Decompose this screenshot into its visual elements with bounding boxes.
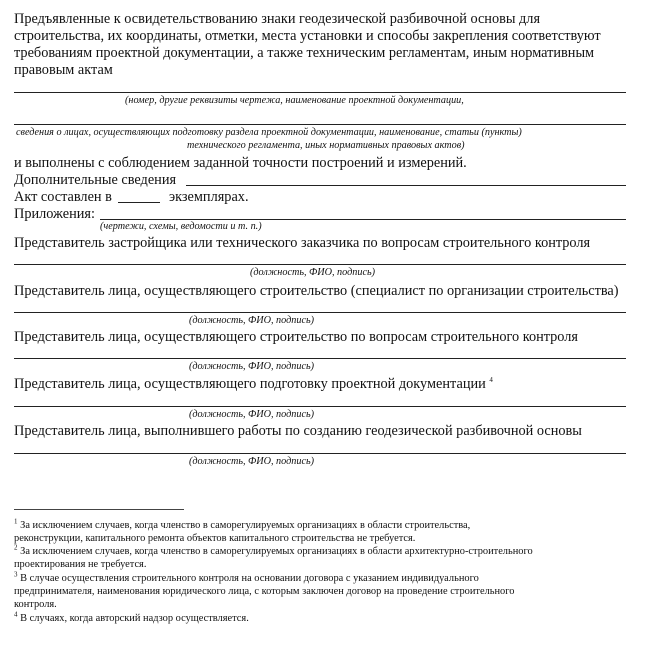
representative-2-label: Представитель лица, осуществляющего строительство (специалист по организации строительства) xyxy=(14,283,619,299)
preparer-info-caption-2: технического регламента, иных нормативных правовых актов) xyxy=(187,140,465,151)
representative-1-signature-line[interactable] xyxy=(14,264,626,265)
representative-5-caption: (должность, ФИО, подпись) xyxy=(189,456,315,467)
drawing-details-line[interactable] xyxy=(14,92,626,93)
footnote-4-number: 4 xyxy=(14,610,18,619)
preparer-info-line[interactable] xyxy=(14,124,626,125)
footnote-2-line-1 xyxy=(14,543,533,557)
footnote-1-number: 1 xyxy=(14,517,18,526)
accuracy-statement: и выполнены с соблюдением заданной точности построений и измерений. xyxy=(14,155,467,171)
footnote-1-text-1: За исключением случаев, когда членство в саморегулируемых организациях в области строительства, xyxy=(20,520,471,531)
representative-3-caption: (должность, ФИО, подпись) xyxy=(189,361,315,372)
footnote-1-line-1 xyxy=(14,517,471,531)
representative-5-signature-line[interactable] xyxy=(14,453,626,454)
footnote-3-number: 3 xyxy=(14,570,18,579)
attachments-line[interactable] xyxy=(100,219,626,220)
representative-1-caption: (должность, ФИО, подпись) xyxy=(250,267,376,278)
representative-5-label: Представитель лица, выполнившего работы по созданию геодезической разбивочной основы xyxy=(14,423,582,439)
representative-1-label: Представитель застройщика или технического заказчика по вопросам строительного контроля xyxy=(14,235,591,251)
footnote-3-line-1 xyxy=(14,570,479,584)
intro-line-4: правовым актам xyxy=(14,62,113,78)
representative-4-caption: (должность, ФИО, подпись) xyxy=(189,409,315,420)
representative-3-signature-line[interactable] xyxy=(14,358,626,359)
footnote-2-number: 2 xyxy=(14,543,18,552)
footnote-1-line-2: реконструкции, капитального ремонта объектов капитального строительства не требуется. xyxy=(14,533,416,544)
representative-3-label: Представитель лица, осуществляющего строительство по вопросам строительного контроля xyxy=(14,329,578,345)
footnote-3-line-3: контроля. xyxy=(14,599,57,610)
representative-4-footnote-ref: 4 xyxy=(489,376,493,385)
act-copies-line[interactable] xyxy=(118,202,160,203)
intro-line-2: строительства, их координаты, отметки, места установки и способы закрепления соответствуют xyxy=(14,28,601,44)
act-copies-suffix: экземплярах. xyxy=(169,189,249,205)
footnote-2-line-2: проектирования не требуется. xyxy=(14,559,147,570)
footnote-4-text-1: В случаях, когда авторский надзор осуществляется. xyxy=(20,613,249,624)
attachments-caption: (чертежи, схемы, ведомости и т. п.) xyxy=(100,221,262,232)
footnote-4-line-1 xyxy=(14,610,249,624)
additional-info-label: Дополнительные сведения xyxy=(14,172,177,188)
drawing-details-caption: (номер, другие реквизиты чертежа, наименование проектной документации, xyxy=(125,95,464,106)
attachments-label: Приложения: xyxy=(14,206,95,222)
representative-4-signature-line[interactable] xyxy=(14,406,626,407)
footnote-2-text-1: За исключением случаев, когда членство в саморегулируемых организациях в области архитектурно-строительного xyxy=(20,546,533,557)
representative-4-label-text: Представитель лица, осуществляющего подготовку проектной документации xyxy=(14,376,486,392)
representative-2-caption: (должность, ФИО, подпись) xyxy=(189,315,315,326)
footnote-separator xyxy=(14,509,184,510)
preparer-info-caption-1: сведения о лицах, осуществляющих подготовку раздела проектной документации, наименование, статьи (пункты) xyxy=(16,127,522,138)
footnote-3-line-2: предпринимателя, наименования юридического лица, с которым заключен договор на проведение строительного xyxy=(14,586,515,597)
representative-2-signature-line[interactable] xyxy=(14,312,626,313)
intro-line-3: требованиям проектной документации, а также техническим регламентам, иным нормативным xyxy=(14,45,595,61)
intro-line-1: Предъявленные к освидетельствованию знаки геодезической разбивочной основы для xyxy=(14,11,541,27)
representative-4-label xyxy=(14,376,493,393)
additional-info-line[interactable] xyxy=(186,185,626,186)
footnote-3-text-1: В случае осуществления строительного контроля на основании договора с указанием индивидуального xyxy=(20,573,479,584)
act-copies-prefix: Акт составлен в xyxy=(14,189,112,205)
